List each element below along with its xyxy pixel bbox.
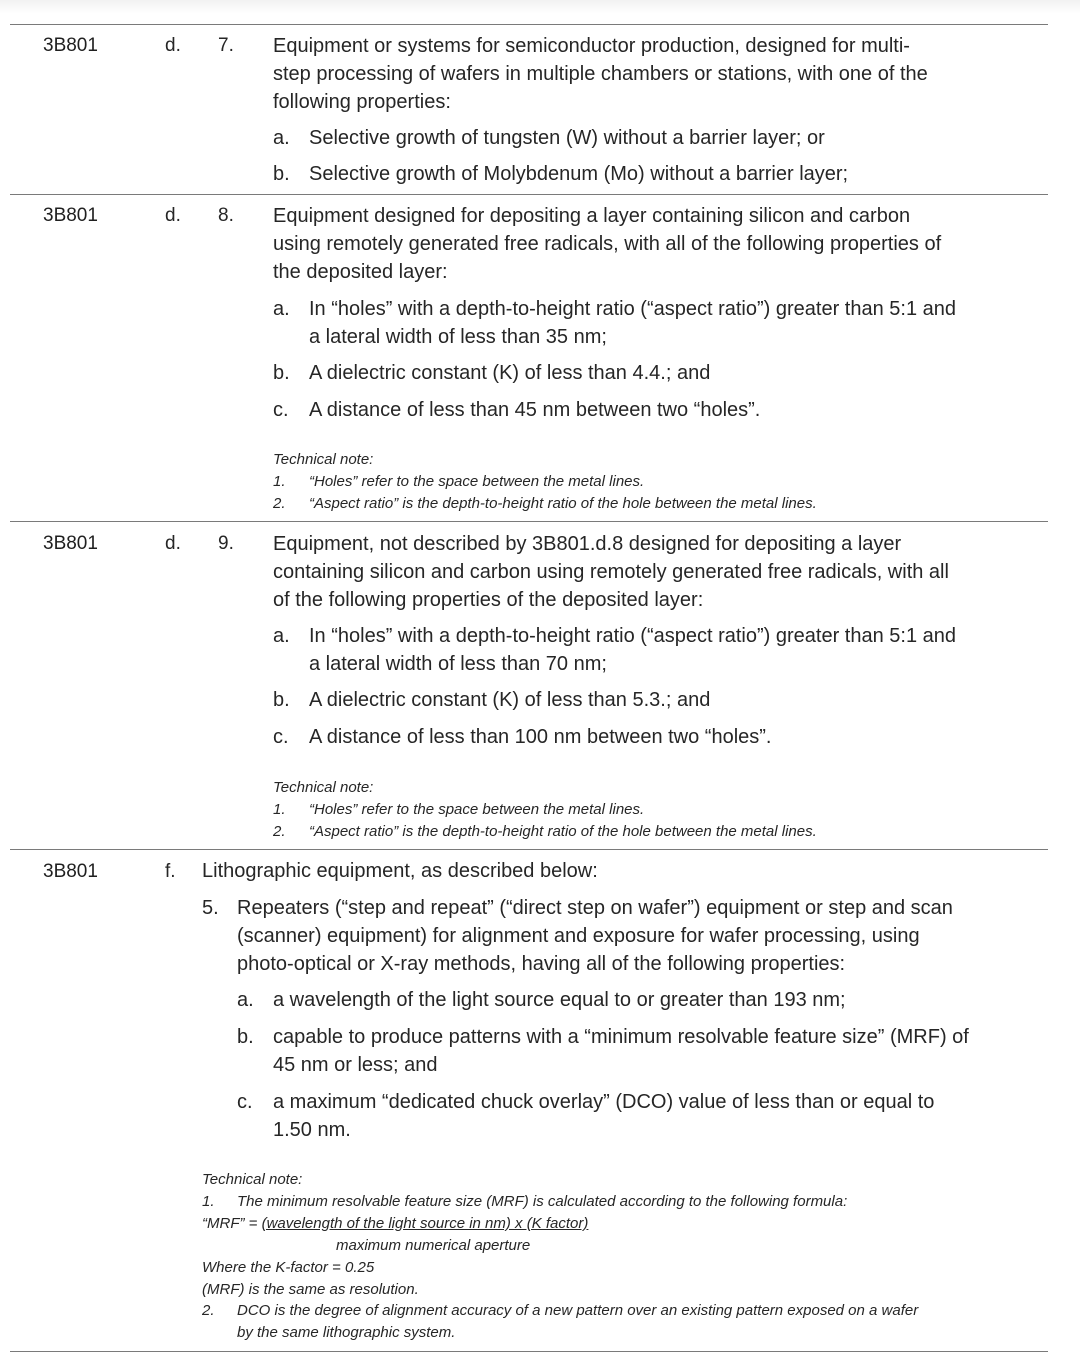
text-line: photo-optical or X-ray methods, having all of the following properties: <box>237 953 846 975</box>
list-item-text <box>273 1088 934 1144</box>
list-item-text: Selective growth of Molybdenum (Mo) without a barrier layer; <box>309 163 849 185</box>
text-line: capable to produce patterns with a “minimum resolvable feature size” (MRF) of <box>273 1026 969 1048</box>
text-line: Equipment or systems for semiconductor production, designed for multi- <box>273 35 910 57</box>
entry-letter: d. <box>165 35 181 56</box>
text-line: In “holes” with a depth-to-height ratio (“aspect ratio”) greater than 5:1 and <box>309 625 957 647</box>
list-item-text: A dielectric constant (K) of less than 4.4.; and <box>309 362 711 384</box>
list-item-text: Selective growth of tungsten (W) without a barrier layer; or <box>309 127 825 149</box>
k-factor-line: Where the K-factor = 0.25 <box>202 1259 375 1276</box>
text-line: using remotely generated free radicals, with all of the following properties of <box>273 233 942 255</box>
text-line: Equipment designed for depositing a layer containing silicon and carbon <box>273 205 911 227</box>
note-point-text: “Holes” refer to the space between the metal lines. <box>309 801 645 818</box>
entry-number: 9. <box>218 533 234 554</box>
note-point-text: “Aspect ratio” is the depth-to-height ratio of the hole between the metal lines. <box>309 495 817 512</box>
text-line: a maximum “dedicated chuck overlay” (DCO) value of less than or equal to <box>273 1091 935 1113</box>
text-line: 45 nm or less; and <box>273 1054 438 1076</box>
list-item-text: A dielectric constant (K) of less than 5.3.; and <box>309 689 711 711</box>
text-line: 1.50 nm. <box>273 1119 351 1141</box>
sub-item-mark: 5. <box>202 897 219 919</box>
list-item-mark: b. <box>273 362 290 384</box>
page-top-shadow <box>0 0 1080 14</box>
list-item-mark: b. <box>237 1026 254 1048</box>
formula-denominator: maximum numerical aperture <box>336 1237 531 1254</box>
row-divider <box>10 24 1048 25</box>
text-line: DCO is the degree of alignment accuracy of a new pattern over an existing pattern exposed on a wafer <box>237 1302 919 1319</box>
mrf-formula <box>202 1213 588 1235</box>
list-item-text: a wavelength of the light source equal to or greater than 193 nm; <box>273 989 846 1011</box>
entry-number: 7. <box>218 35 234 56</box>
entry-description <box>273 32 1033 116</box>
note-point-mark: 1. <box>273 801 286 818</box>
note-point-mark: 2. <box>202 1302 215 1319</box>
list-item-text <box>273 1023 969 1079</box>
note-point-mark: 1. <box>273 473 286 490</box>
formula-numerator: (wavelength of the light source in nm) x (K factor) <box>261 1215 589 1232</box>
row-divider <box>10 521 1048 522</box>
text-line: Equipment, not described by 3B801.d.8 designed for depositing a layer <box>273 533 902 555</box>
row-divider <box>10 849 1048 850</box>
list-item-mark: b. <box>273 689 290 711</box>
list-item-mark: a. <box>273 298 290 320</box>
sub-item-text <box>237 894 1037 978</box>
text-line: step processing of wafers in multiple chambers or stations, with one of the <box>273 63 928 85</box>
list-item-text <box>309 295 956 351</box>
note-point-mark: 2. <box>273 823 286 840</box>
list-item-text: A distance of less than 45 nm between two “holes”. <box>309 399 761 421</box>
entry-description <box>273 530 1033 614</box>
entry-code: 3B801 <box>43 35 98 56</box>
text-line: (scanner) equipment) for alignment and exposure for wafer processing, using <box>237 925 920 947</box>
text-line: the deposited layer: <box>273 261 448 283</box>
technical-note-heading: Technical note: <box>202 1171 303 1188</box>
entry-heading: Lithographic equipment, as described below: <box>202 860 598 882</box>
entry-letter: f. <box>165 861 176 882</box>
text-line: In “holes” with a depth-to-height ratio (“aspect ratio”) greater than 5:1 and <box>309 298 957 320</box>
note-point-text <box>237 1300 918 1344</box>
note-point-text: “Holes” refer to the space between the metal lines. <box>309 473 645 490</box>
entry-letter: d. <box>165 205 181 226</box>
formula-lhs: “MRF” = <box>202 1215 262 1232</box>
list-item-mark: c. <box>273 399 289 421</box>
row-divider <box>10 1351 1048 1352</box>
list-item-text: A distance of less than 100 nm between two “holes”. <box>309 726 772 748</box>
list-item-mark: a. <box>273 625 290 647</box>
text-line: a lateral width of less than 35 nm; <box>309 326 607 348</box>
entry-number: 8. <box>218 205 234 226</box>
text-line: a lateral width of less than 70 nm; <box>309 653 607 675</box>
list-item-mark: c. <box>237 1091 253 1113</box>
note-point-mark: 2. <box>273 495 286 512</box>
list-item-mark: c. <box>273 726 289 748</box>
list-item-mark: a. <box>273 127 290 149</box>
note-point-text: “Aspect ratio” is the depth-to-height ratio of the hole between the metal lines. <box>309 823 817 840</box>
list-item-text <box>309 622 956 678</box>
entry-description <box>273 202 1033 286</box>
note-point-text: The minimum resolvable feature size (MRF) is calculated according to the following formula: <box>237 1193 848 1210</box>
note-point-mark: 1. <box>202 1193 215 1210</box>
text-line: by the same lithographic system. <box>237 1324 456 1341</box>
list-item-mark: a. <box>237 989 254 1011</box>
row-divider <box>10 194 1048 195</box>
entry-letter: d. <box>165 533 181 554</box>
technical-note-heading: Technical note: <box>273 779 374 796</box>
list-item-mark: b. <box>273 163 290 185</box>
text-line: of the following properties of the deposited layer: <box>273 589 704 611</box>
text-line: following properties: <box>273 91 451 113</box>
resolution-line: (MRF) is the same as resolution. <box>202 1281 419 1298</box>
text-line: Repeaters (“step and repeat” (“direct step on wafer”) equipment or step and scan <box>237 897 953 919</box>
entry-code: 3B801 <box>43 205 98 226</box>
technical-note-heading: Technical note: <box>273 451 374 468</box>
text-line: containing silicon and carbon using remotely generated free radicals, with all <box>273 561 949 583</box>
entry-code: 3B801 <box>43 533 98 554</box>
entry-code: 3B801 <box>43 861 98 882</box>
